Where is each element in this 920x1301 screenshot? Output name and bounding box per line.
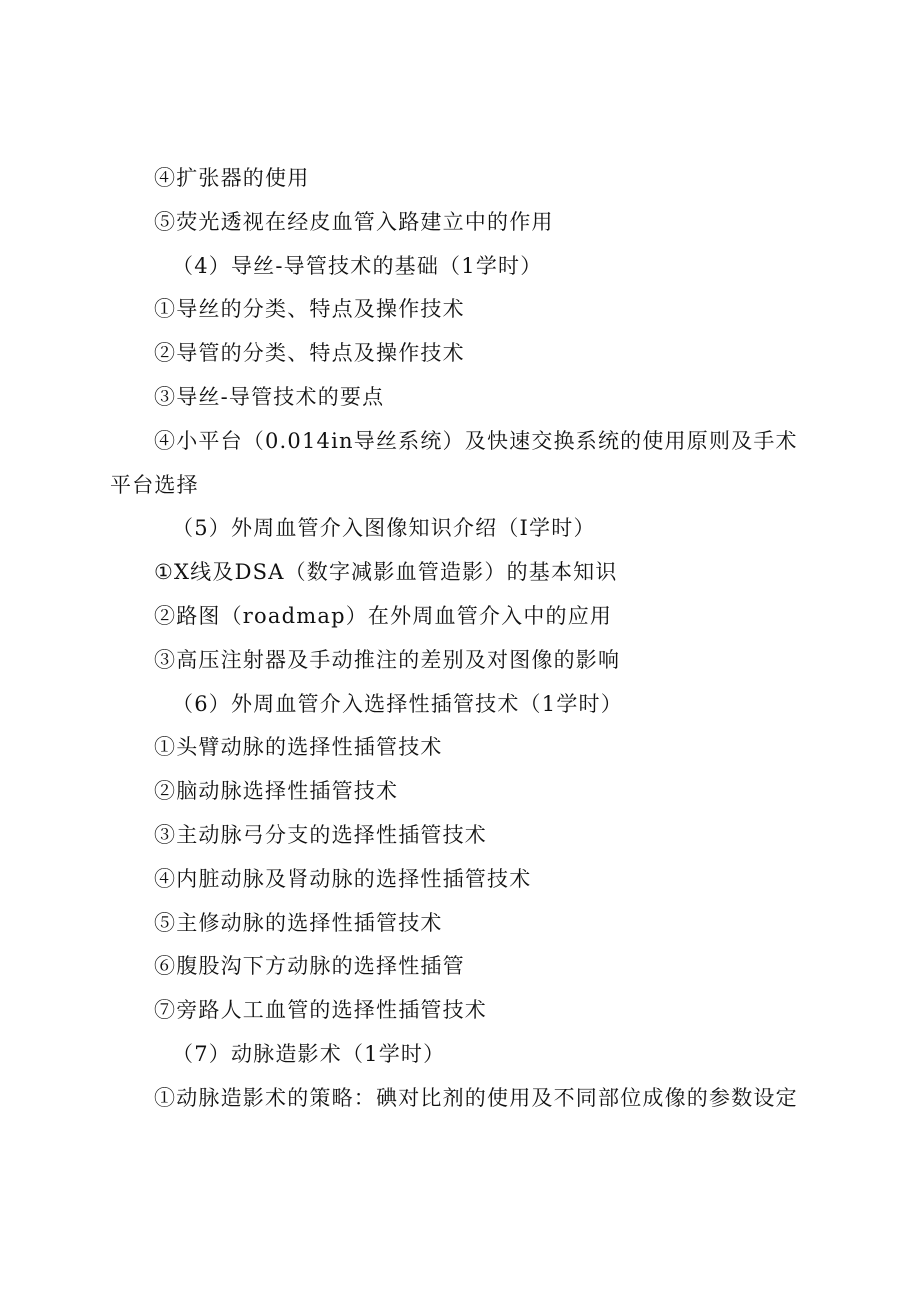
section-heading: （7）动脉造影术（1学时） — [172, 1041, 446, 1066]
list-item: ①X线及DSA（数字减影血管造影）的基本知识 — [154, 560, 618, 585]
list-item: ③主动脉弓分支的选择性插管技术 — [154, 822, 487, 847]
list-item: ⑤主修动脉的选择性插管技术 — [154, 910, 443, 935]
list-item: ②脑动脉选择性插管技术 — [154, 779, 399, 804]
section-heading: （6）外周血管介入选择性插管技术（1学时） — [172, 691, 623, 716]
list-item: ②导管的分类、特点及操作技术 — [154, 341, 465, 366]
list-item: ④扩张器的使用 — [154, 166, 310, 190]
list-item: ②路图（roadmap）在外周血管介入中的应用 — [154, 603, 613, 628]
section-heading: （5）外周血管介入图像知识介绍（I学时） — [172, 516, 596, 541]
list-item: ①头臂动脉的选择性插管技术 — [154, 735, 443, 760]
list-item: ①动脉造影术的策略：碘对比剂的使用及不同部位成像的参数设定 — [154, 1085, 798, 1110]
document-body — [110, 157, 810, 1121]
list-item: ④内脏动脉及肾动脉的选择性插管技术 — [154, 866, 532, 891]
list-item: ⑥腹股沟下方动脉的选择性插管 — [154, 954, 465, 979]
list-item: ③导丝-导管技术的要点 — [154, 384, 385, 409]
list-item: ⑤荧光透视在经皮血管入路建立中的作用 — [154, 209, 554, 234]
list-item: ①导丝的分类、特点及操作技术 — [154, 297, 465, 322]
list-item: ④小平台（0.014in导丝系统）及快速交换系统的使用原则及手术平台选择 — [110, 428, 798, 497]
list-item: ⑦旁路人工血管的选择性插管技术 — [154, 998, 487, 1023]
section-heading: （4）导丝-导管技术的基础（1学时） — [172, 253, 543, 278]
list-item: ③高压注射器及手动推注的差别及对图像的影响 — [154, 647, 621, 672]
